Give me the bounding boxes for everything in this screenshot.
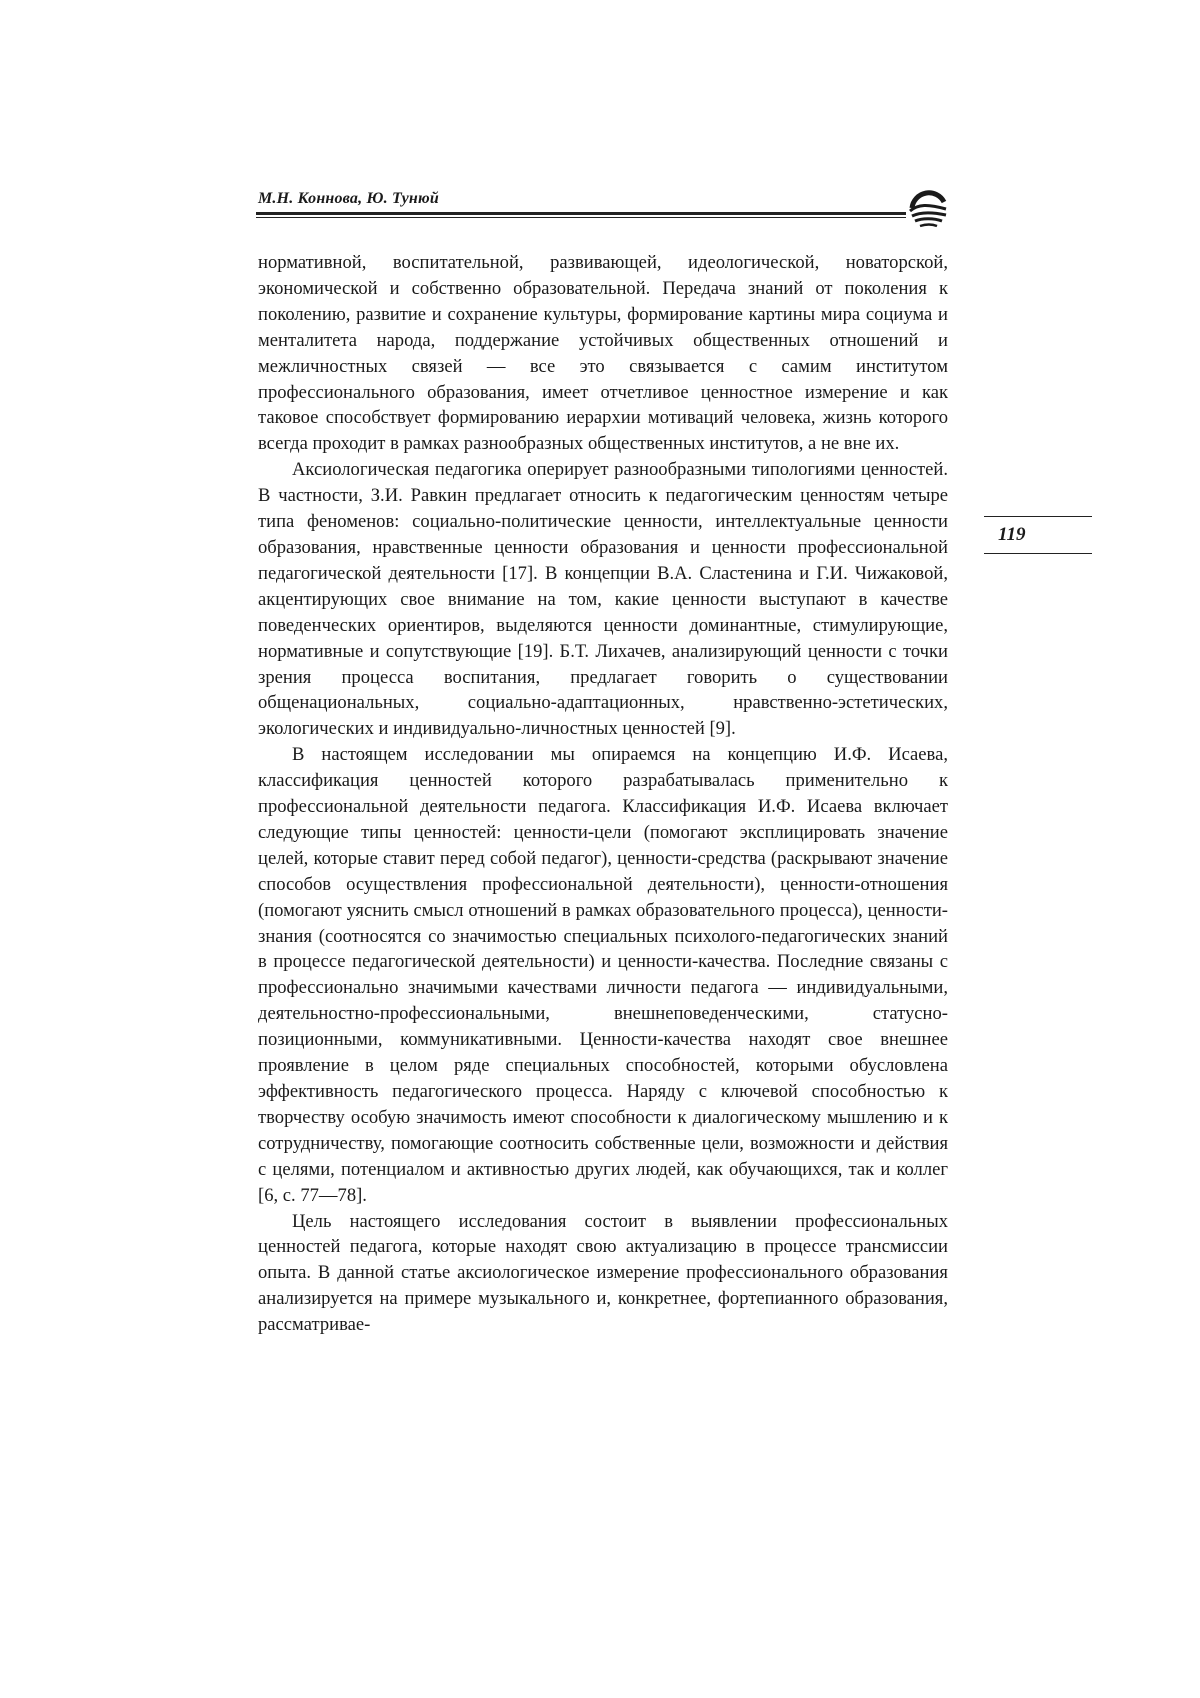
paragraph: нормативной, воспитательной, развивающей, идеологической, новаторской, экономической и собственно образовательной. Передача знаний от поколения к поколению, развитие и сохранение культуры, формирование картины мира социума и менталитета народа, поддержание устойчивых общественных отношений и межличностных связей — все это связывается с самим институтом профессионального образования, имеет отчетливое ценностное измерение и как таковое способствует формированию иерархии мотиваций человека, жизнь которого всегда проходит в рамках разнообразных общественных институтов, а не вне их. — [258, 252, 948, 455]
page-number: 119 — [998, 524, 1026, 545]
paragraph: В настоящем исследовании мы опираемся на концепцию И.Ф. Исаева, классификация ценностей которого разрабатывалась применительно к профессиональной деятельности педагога. Классификация И.Ф. Исаева включает следующие типы ценностей: ценности-цели (помогают эксплицировать значение целей, которые ставит перед собой педагог), ценности-средства (раскрывают значение способов осуществления профессиональной деятельности), ценности-отношения (помогают уяснить смысл отношений в рамках образовательного процесса), ценности-знания (соотносятся со значимостью специальных психолого-педагогических знаний в процессе педагогической деятельности) и ценности-качества. Последние связаны с профессионально значимыми качествами личности педагога — индивидуальными, деятельностно-профессиональными, внешнеповеденческими, статусно-позиционными, коммуникативными. Ценности-качества находят свое внешнее проявление в целом ряде специальных способностей, которыми обусловлена эффективность педагогического процесса. Наряду с ключевой способностью к творчеству особую значимость имеют способности к диалогическому мышлению и к сотрудничеству, помогающие соотносить собственные цели, возможности и действия с целями, потенциалом и активностью других людей, как обучающихся, так и коллег [6, с. 77—78]. — [258, 744, 948, 1206]
running-header-authors: М.Н. Коннова, Ю. Тунюй — [258, 190, 439, 207]
article-body — [258, 250, 948, 1338]
header-rule — [256, 212, 906, 218]
page-number-box — [984, 516, 1092, 554]
paragraph: Аксиологическая педагогика оперирует разнообразными типологиями ценностей. В частности, З.И. Равкин предлагает относить к педагогическим ценностям четыре типа феноменов: социально-политические ценности, интеллектуальные ценности образования, нравственные ценности образования и ценности профессиональной педагогической деятельности [17]. В концепции В.А. Сластенина и Г.И. Чижаковой, акцентирующих свое внимание на том, какие ценности выступают в качестве поведенческих ориентиров, выделяются ценности доминантные, стимулирующие, нормативные и сопутствующие [19]. Б.Т. Лихачев, анализирующий ценности с точки зрения процесса воспитания, предлагает говорить о существовании общенациональных, социально-адаптационных, нравственно-эстетических, экологических и индивидуально-личностных ценностей [9]. — [258, 459, 948, 740]
journal-wave-emblem-icon — [904, 188, 952, 232]
paragraph: Цель настоящего исследования состоит в выявлении профессиональных ценностей педагога, которые находят свою актуализацию в процессе трансмиссии опыта. В данной статье аксиологическое измерение профессионального образования анализируется на примере музыкального и, конкретнее, фортепианного образования, рассматривае- — [258, 1210, 948, 1336]
